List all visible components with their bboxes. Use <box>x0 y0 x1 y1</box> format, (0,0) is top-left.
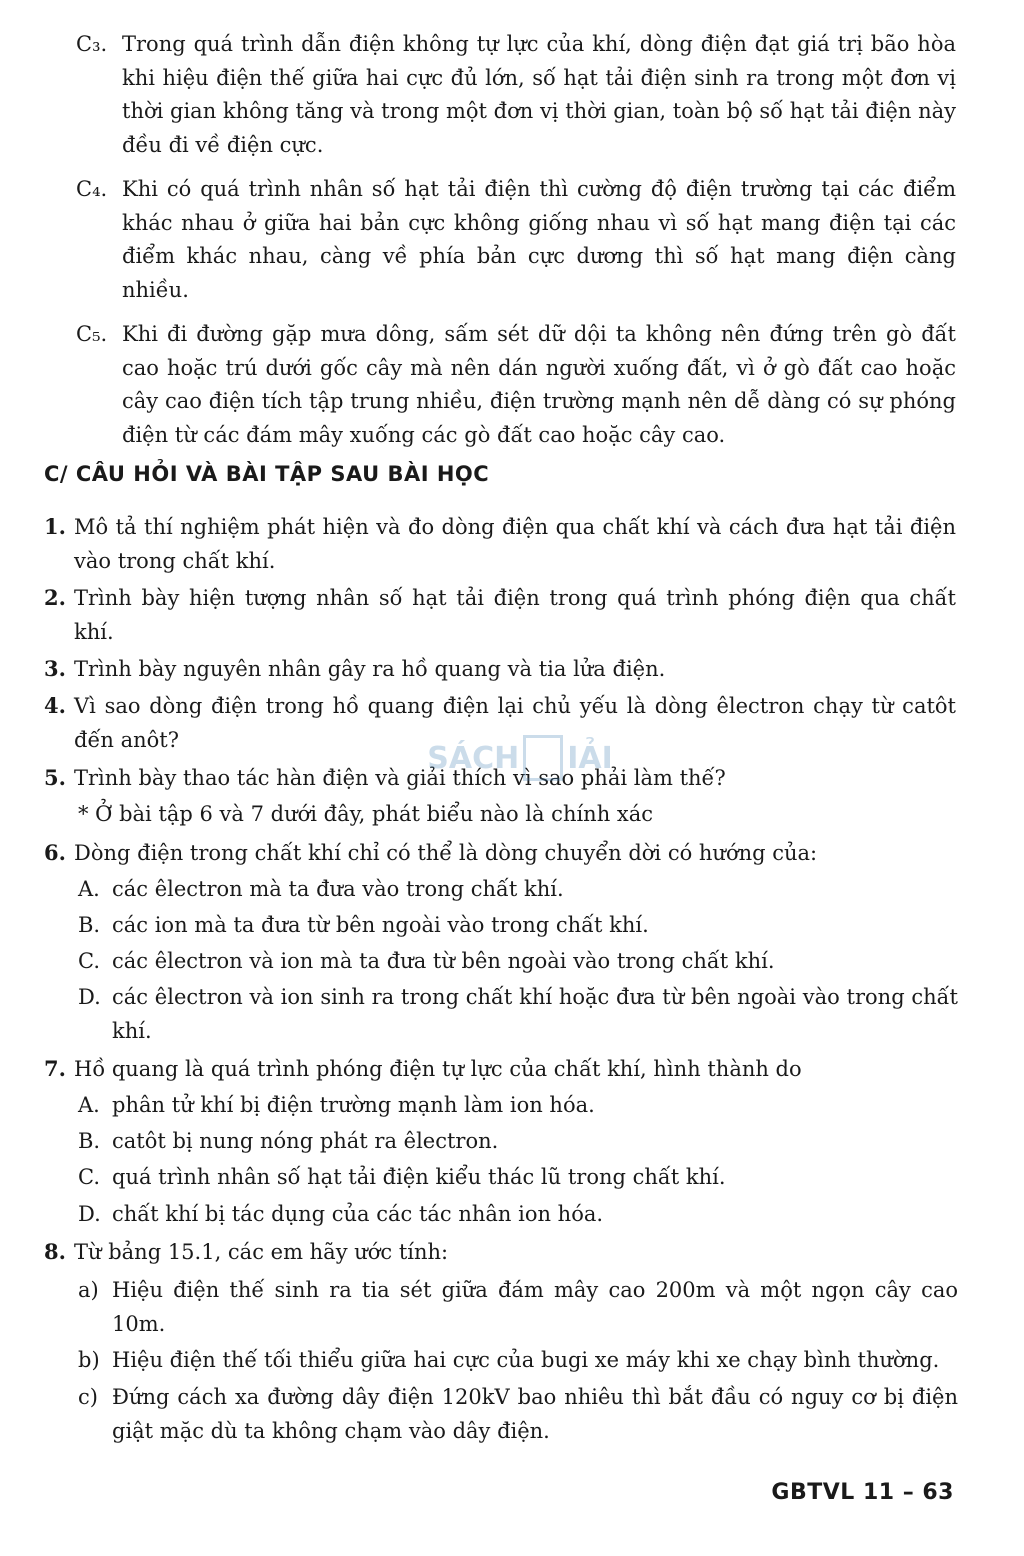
option-6a <box>78 872 958 906</box>
watermark-text: SÁCH <box>427 740 520 776</box>
answer-label: C₅. <box>76 322 108 346</box>
question-2 <box>44 581 956 649</box>
question-text: Từ bảng 15.1, các em hãy ước tính: <box>74 1240 449 1264</box>
option-label: b) <box>78 1348 100 1372</box>
question-number: 7. <box>44 1056 66 1081</box>
option-text: Hiệu điện thế sinh ra tia sét giữa đám mây cao 200m và một ngọn cây cao 10m. <box>112 1278 958 1336</box>
option-label: a) <box>78 1278 99 1302</box>
option-label: A. <box>78 1093 100 1117</box>
answer-text: Khi có quá trình nhân số hạt tải điện thì cường độ điện trường tại các điểm khác nhau ở giữa hai bản cực không giống nhau vì số hạt mang điện tại các điểm khác nhau, càng về phía bản cực dương thì số hạt mang điện càng nhiều. <box>122 177 956 302</box>
answer-c5 <box>76 318 956 452</box>
question-text: Trình bày thao tác hàn điện và giải thích vì sao phải làm thế? <box>74 766 726 790</box>
question-8 <box>44 1235 956 1269</box>
option-label: C. <box>78 1165 100 1189</box>
answer-text: Trong quá trình dẫn điện không tự lực của khí, dòng điện đạt giá trị bão hòa khi hiệu điện thế giữa hai cực đủ lớn, số hạt tải điện sinh ra trong một đơn vị thời gian không tăng và trong một đơn vị thời gian, toàn bộ số hạt tải điện này đều đi về điện cực. <box>122 32 956 157</box>
question-text: Hồ quang là quá trình phóng điện tự lực của chất khí, hình thành do <box>74 1057 802 1081</box>
option-7b <box>78 1124 958 1158</box>
option-label: c) <box>78 1385 98 1409</box>
question-number: 5. <box>44 765 66 790</box>
question-text: Dòng điện trong chất khí chỉ có thể là dòng chuyển dời có hướng của: <box>74 841 818 865</box>
question-number: 4. <box>44 693 66 718</box>
question-number: 8. <box>44 1239 66 1264</box>
answer-text: Khi đi đường gặp mưa dông, sấm sét dữ dội ta không nên đứng trên gò đất cao hoặc trú dưới gốc cây mà nên dán người xuống đất, vì ở gò đất cao hoặc cây cao điện tích tập trung nhiều, điện trường mạnh nên dễ dàng có sự phóng điện từ các đám mây xuống các gò đất cao hoặc cây cao. <box>122 322 956 447</box>
question-3 <box>44 652 956 686</box>
page-footer: GBTVL 11 – 63 <box>771 1480 954 1505</box>
option-7c <box>78 1160 958 1194</box>
option-7d <box>78 1197 958 1231</box>
question-1 <box>44 510 956 578</box>
answer-c3 <box>76 28 956 162</box>
option-label: B. <box>78 1129 101 1153</box>
option-label: A. <box>78 877 100 901</box>
option-6b <box>78 908 958 942</box>
instruction-note: * Ở bài tập 6 và 7 dưới đây, phát biểu nào là chính xác <box>78 802 654 826</box>
option-6c <box>78 944 958 978</box>
question-7 <box>44 1052 956 1086</box>
section-heading: C/ CÂU HỎI VÀ BÀI TẬP SAU BÀI HỌC <box>44 462 490 486</box>
option-label: C. <box>78 949 100 973</box>
option-text: catôt bị nung nóng phát ra êlectron. <box>112 1129 499 1153</box>
option-7a <box>78 1088 958 1122</box>
question-number: 1. <box>44 514 66 539</box>
option-8c <box>78 1380 958 1448</box>
question-number: 6. <box>44 840 66 865</box>
option-text: Hiệu điện thế tối thiểu giữa hai cực của bugi xe máy khi xe chạy bình thường. <box>112 1348 940 1372</box>
option-label: B. <box>78 913 101 937</box>
option-8a <box>78 1273 958 1341</box>
option-text: Đứng cách xa đường dây điện 120kV bao nhiêu thì bắt đầu có nguy cơ bị điện giật mặc dù ta không chạm vào dây điện. <box>112 1385 958 1443</box>
question-6 <box>44 836 956 870</box>
option-text: các ion mà ta đưa từ bên ngoài vào trong chất khí. <box>112 913 649 937</box>
option-text: chất khí bị tác dụng của các tác nhân ion hóa. <box>112 1202 604 1226</box>
question-text: Trình bày nguyên nhân gây ra hồ quang và tia lửa điện. <box>74 657 666 681</box>
answer-label: C₄. <box>76 177 108 201</box>
option-text: quá trình nhân số hạt tải điện kiểu thác lũ trong chất khí. <box>112 1165 726 1189</box>
option-text: các êlectron và ion sinh ra trong chất khí hoặc đưa từ bên ngoài vào trong chất khí. <box>112 985 958 1043</box>
option-6d <box>78 980 958 1048</box>
option-label: D. <box>78 1202 101 1226</box>
watermark-logo <box>410 728 630 788</box>
question-text: Mô tả thí nghiệm phát hiện và đo dòng điện qua chất khí và cách đưa hạt tải điện vào trong chất khí. <box>74 515 956 573</box>
question-number: 2. <box>44 585 66 610</box>
question-text: Vì sao dòng điện trong hồ quang điện lại chủ yếu là dòng êlectron chạy từ catôt đến anôt? <box>74 694 956 752</box>
question-number: 3. <box>44 656 66 681</box>
question-text: Trình bày hiện tượng nhân số hạt tải điện trong quá trình phóng điện qua chất khí. <box>74 586 956 644</box>
option-text: các êlectron và ion mà ta đưa từ bên ngoài vào trong chất khí. <box>112 949 775 973</box>
option-text: các êlectron mà ta đưa vào trong chất khí. <box>112 877 564 901</box>
watermark-box-icon <box>523 735 563 781</box>
answer-label: C₃. <box>76 32 108 56</box>
option-label: D. <box>78 985 101 1009</box>
watermark-text: IẢI <box>567 740 613 776</box>
answer-c4 <box>76 173 956 307</box>
option-8b <box>78 1343 958 1377</box>
option-text: phân tử khí bị điện trường mạnh làm ion hóa. <box>112 1093 595 1117</box>
